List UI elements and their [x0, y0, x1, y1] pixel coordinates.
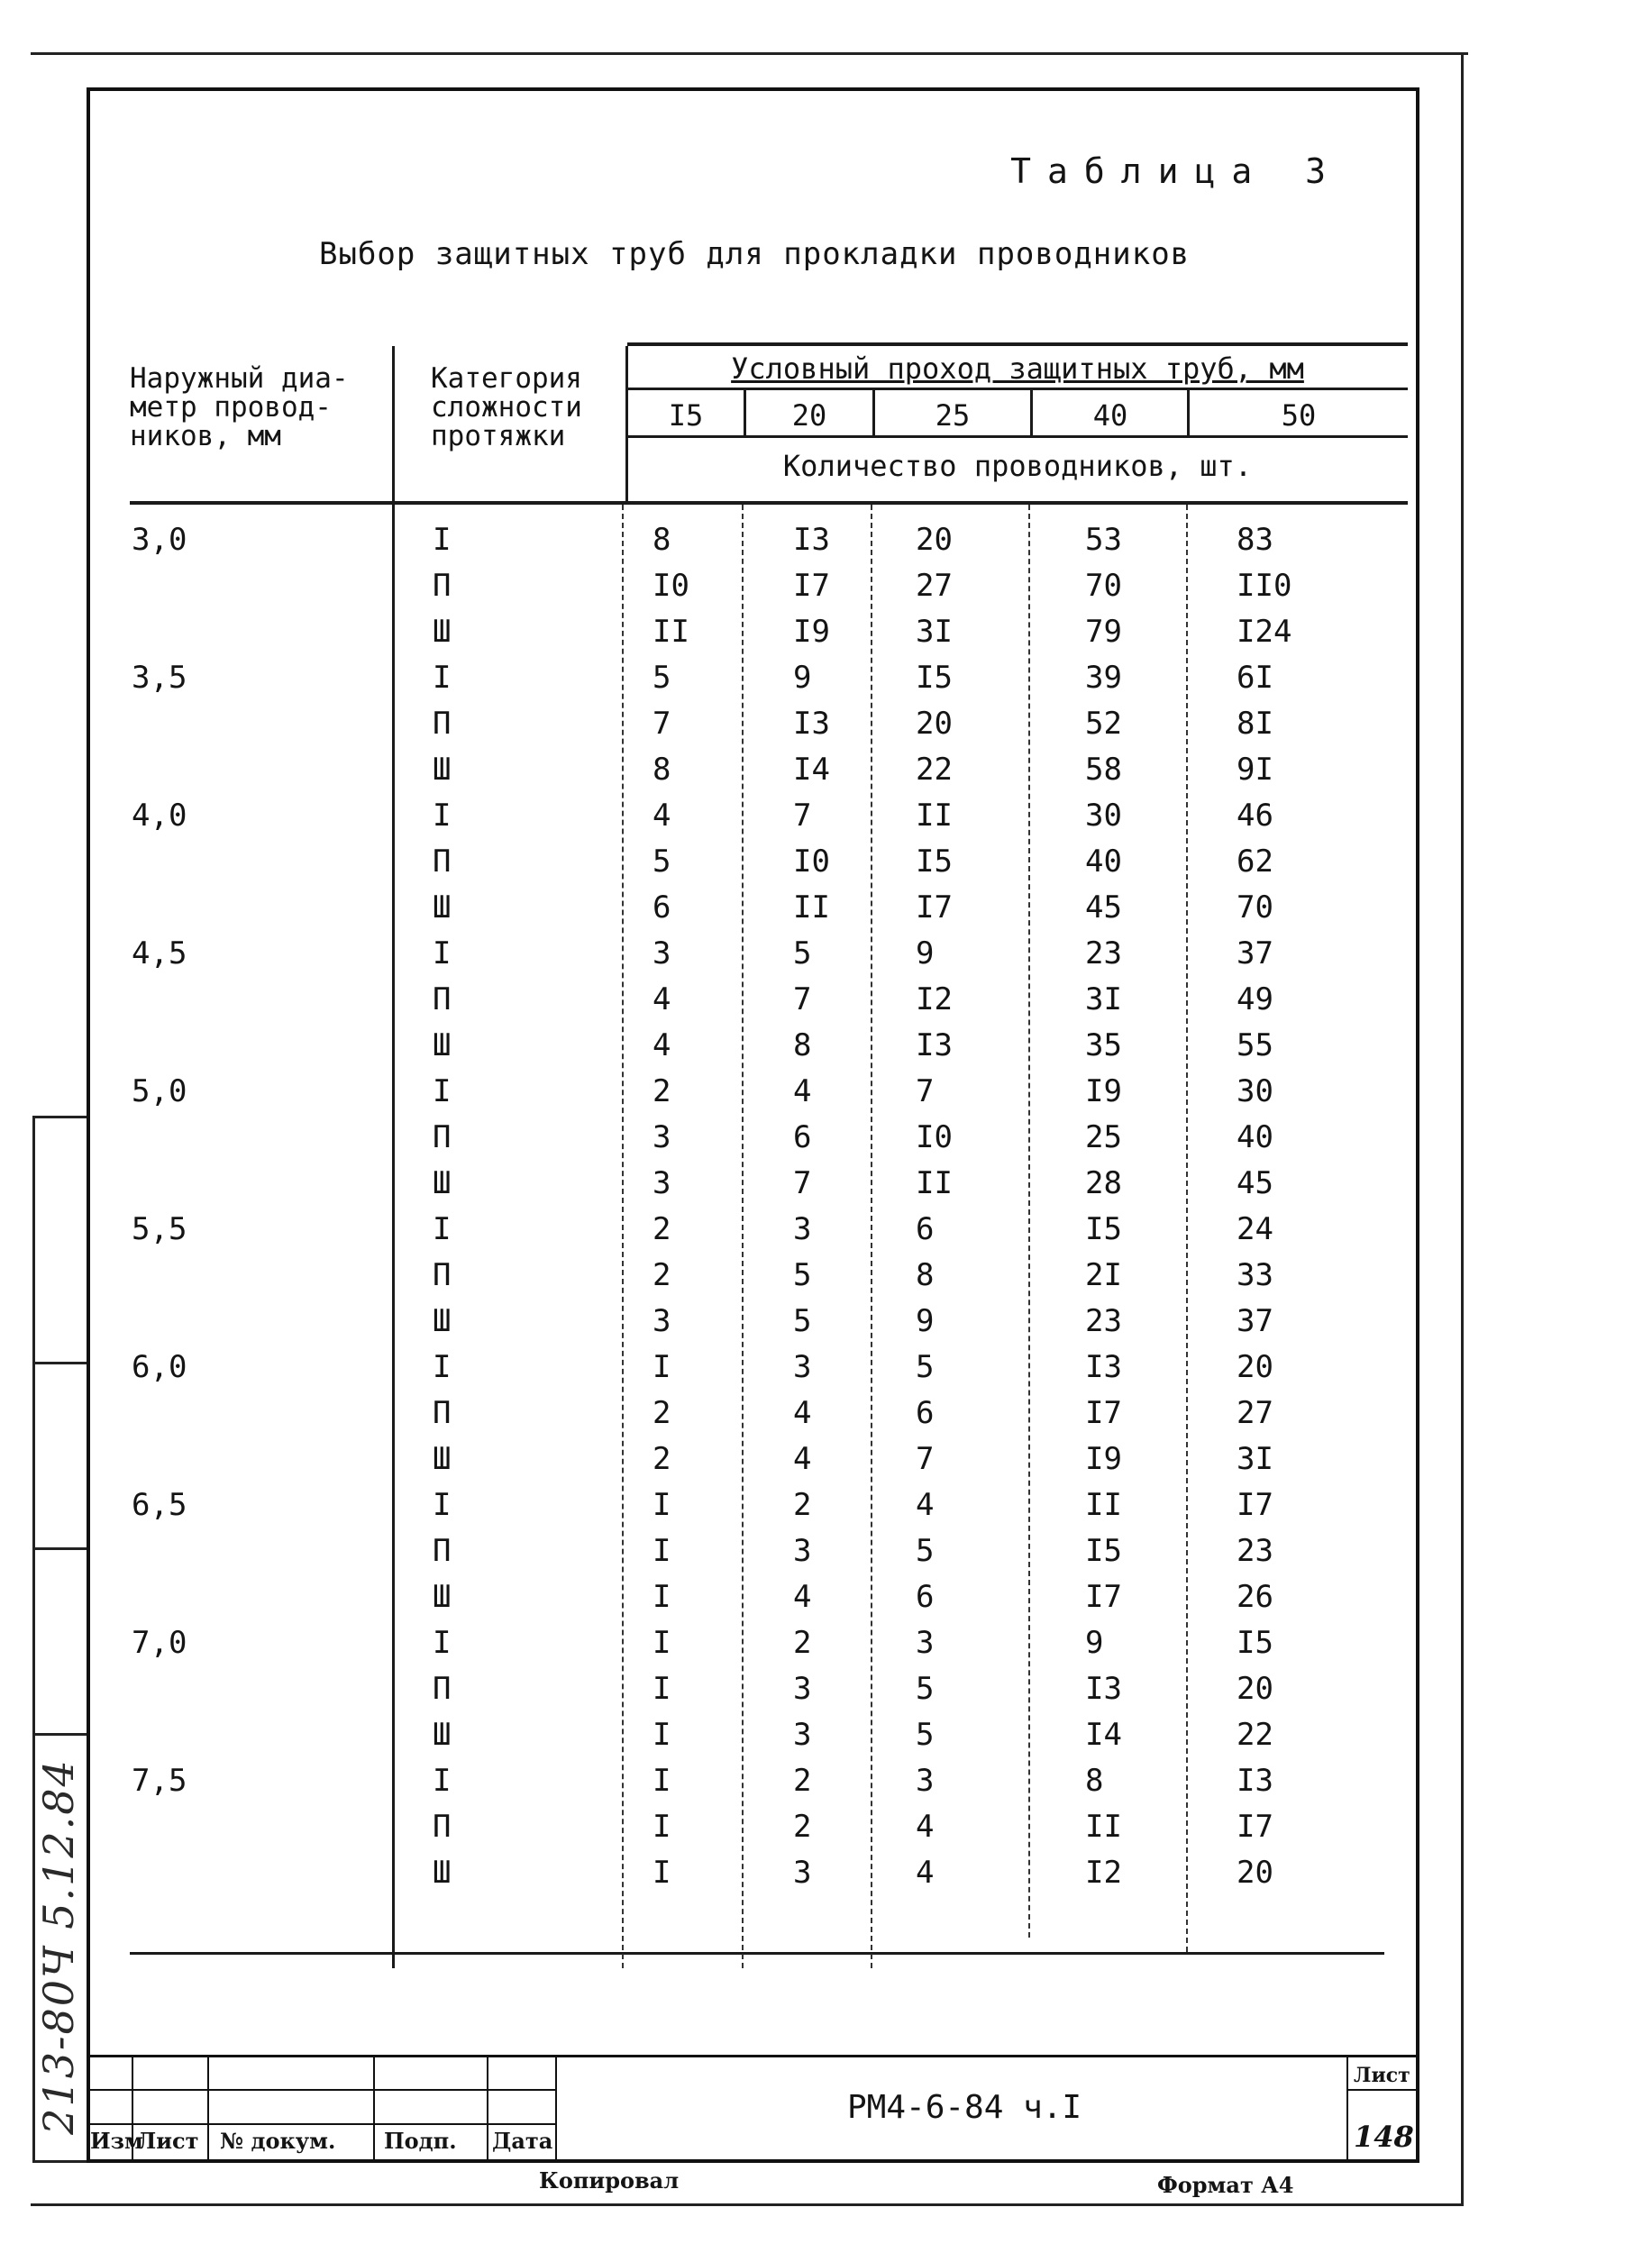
count-cell: I: [653, 1349, 671, 1385]
format-label: Формат А4: [1157, 2172, 1294, 2198]
count-cell: 3: [793, 1533, 812, 1569]
category-cell: П: [433, 706, 452, 742]
count-cell: I5: [916, 660, 953, 696]
count-cell: 4: [916, 1855, 935, 1891]
title-block-label-change: Изм: [90, 2128, 143, 2154]
count-cell: 2: [653, 1211, 671, 1247]
count-cell: 6: [916, 1211, 935, 1247]
category-cell: Ш: [433, 1441, 452, 1477]
col-separator-5: [1028, 505, 1030, 1938]
count-cell: I5: [1085, 1211, 1122, 1247]
copied-label: Копировал: [539, 2167, 680, 2194]
strip-divider: [35, 1547, 87, 1550]
header-diameter-50: 50: [1281, 398, 1317, 433]
count-cell: 9: [916, 935, 935, 971]
category-cell: П: [433, 981, 452, 1017]
category-cell: Ш: [433, 1165, 452, 1201]
count-cell: 20: [1237, 1349, 1273, 1385]
outer-diameter-cell: 5,5: [132, 1211, 187, 1247]
title-block-divider: [207, 2055, 209, 2163]
category-cell: I: [433, 522, 452, 558]
count-cell: I5: [916, 844, 953, 880]
category-cell: П: [433, 568, 452, 604]
category-cell: I: [433, 1763, 452, 1799]
count-cell: 3: [916, 1763, 935, 1799]
category-cell: П: [433, 1395, 452, 1431]
count-cell: II: [653, 614, 689, 650]
count-cell: 7: [916, 1441, 935, 1477]
title-block-label-doc-number: № докум.: [220, 2128, 336, 2154]
title-block-divider: [487, 2055, 488, 2163]
count-cell: 55: [1237, 1027, 1273, 1063]
count-cell: 40: [1237, 1119, 1273, 1155]
count-cell: 3: [916, 1625, 935, 1661]
header-count-label: Количество проводников, шт.: [782, 449, 1253, 483]
header-diameter-40: 40: [1092, 398, 1128, 433]
side-stamp-text: 213-80Ч 5.12.84: [34, 1758, 83, 2135]
count-cell: 5: [793, 1303, 812, 1339]
category-cell: Ш: [433, 1717, 452, 1753]
count-cell: 2: [793, 1625, 812, 1661]
category-cell: I: [433, 935, 452, 971]
count-cell: 5: [916, 1533, 935, 1569]
count-cell: 24: [1237, 1211, 1273, 1247]
count-cell: 3: [653, 935, 671, 971]
category-cell: П: [433, 1671, 452, 1707]
table-rule-end: [130, 1952, 1384, 1955]
count-cell: 30: [1085, 798, 1122, 834]
sheet-outer-bottom-rule: [31, 2203, 1464, 2206]
category-cell: I: [433, 1487, 452, 1523]
count-cell: I: [653, 1809, 671, 1845]
table-title: Выбор защитных труб для прокладки проводников: [319, 236, 1191, 272]
count-cell: I7: [1237, 1487, 1273, 1523]
category-cell: I: [433, 798, 452, 834]
count-cell: 46: [1237, 798, 1273, 834]
count-cell: I3: [1237, 1763, 1273, 1799]
count-cell: 20: [1237, 1855, 1273, 1891]
header-diameter-15: I5: [668, 398, 704, 433]
count-cell: 3I: [1237, 1441, 1273, 1477]
count-cell: 23: [1085, 1303, 1122, 1339]
count-cell: 2: [793, 1809, 812, 1845]
count-cell: 22: [916, 752, 953, 788]
count-cell: I5: [1237, 1625, 1273, 1661]
count-cell: 20: [916, 522, 953, 558]
count-cell: 70: [1237, 889, 1273, 926]
col-separator-6: [1186, 505, 1188, 1952]
count-cell: I3: [793, 706, 830, 742]
count-cell: 3: [653, 1165, 671, 1201]
category-cell: I: [433, 1349, 452, 1385]
title-block-label-sheet: Лист: [137, 2128, 199, 2154]
outer-diameter-cell: 5,0: [132, 1073, 187, 1109]
category-cell: П: [433, 844, 452, 880]
title-block-divider: [555, 2055, 557, 2163]
category-cell: Ш: [433, 752, 452, 788]
count-cell: 8: [653, 522, 671, 558]
outer-diameter-cell: 7,5: [132, 1763, 187, 1799]
header-outer-diameter: Наружный диа- метр провод- ников, мм: [130, 362, 349, 452]
title-block-label-date: Дата: [492, 2128, 553, 2154]
count-cell: 53: [1085, 522, 1122, 558]
title-block-divider: [1346, 2055, 1348, 2163]
count-cell: 39: [1085, 660, 1122, 696]
count-cell: 6: [793, 1119, 812, 1155]
count-cell: I7: [1085, 1579, 1122, 1615]
count-cell: I: [653, 1533, 671, 1569]
count-cell: 20: [1237, 1671, 1273, 1707]
title-block-divider: [373, 2055, 375, 2163]
count-cell: I3: [793, 522, 830, 558]
category-cell: Ш: [433, 1855, 452, 1891]
count-cell: 40: [1085, 844, 1122, 880]
table-rule-top: [627, 342, 1408, 346]
category-cell: I: [433, 1625, 452, 1661]
category-cell: I: [433, 660, 452, 696]
count-cell: I2: [916, 981, 953, 1017]
col-separator-4: [871, 505, 872, 1968]
count-cell: I4: [1085, 1717, 1122, 1753]
count-cell: 33: [1237, 1257, 1273, 1293]
count-cell: I: [653, 1487, 671, 1523]
count-cell: I2: [1085, 1855, 1122, 1891]
count-cell: 4: [793, 1441, 812, 1477]
outer-diameter-cell: 6,0: [132, 1349, 187, 1385]
count-cell: 27: [1237, 1395, 1273, 1431]
count-cell: II0: [1237, 568, 1292, 604]
category-cell: П: [433, 1809, 452, 1845]
count-cell: I3: [1085, 1349, 1122, 1385]
count-cell: 3I: [916, 614, 953, 650]
count-cell: 79: [1085, 614, 1122, 650]
count-cell: 4: [793, 1073, 812, 1109]
count-cell: I: [653, 1671, 671, 1707]
count-cell: I0: [793, 844, 830, 880]
count-cell: 7: [793, 798, 812, 834]
count-cell: 70: [1085, 568, 1122, 604]
count-cell: II: [1085, 1487, 1122, 1523]
sheet-label: Лист: [1354, 2064, 1410, 2087]
strip-divider: [35, 1362, 87, 1364]
count-cell: 37: [1237, 1303, 1273, 1339]
count-cell: 8: [1085, 1763, 1104, 1799]
count-cell: I9: [1085, 1073, 1122, 1109]
category-cell: Ш: [433, 614, 452, 650]
title-block-label-signature: Подп.: [384, 2128, 457, 2154]
count-cell: 8: [916, 1257, 935, 1293]
count-cell: 27: [916, 568, 953, 604]
count-cell: 4: [653, 981, 671, 1017]
count-cell: 5: [916, 1671, 935, 1707]
count-cell: 23: [1085, 935, 1122, 971]
count-cell: 9: [793, 660, 812, 696]
count-cell: 25: [1085, 1119, 1122, 1155]
count-cell: 2: [793, 1763, 812, 1799]
category-cell: Ш: [433, 889, 452, 926]
outer-diameter-cell: 3,0: [132, 522, 187, 558]
count-cell: 4: [653, 798, 671, 834]
count-cell: 2: [653, 1073, 671, 1109]
count-cell: I24: [1237, 614, 1292, 650]
count-cell: I0: [653, 568, 689, 604]
sheet-outer-right-rule: [1461, 52, 1464, 2206]
outer-diameter-cell: 6,5: [132, 1487, 187, 1523]
count-cell: 37: [1237, 935, 1273, 971]
outer-diameter-cell: 4,0: [132, 798, 187, 834]
count-cell: 7: [793, 1165, 812, 1201]
count-cell: I: [653, 1579, 671, 1615]
count-cell: 2: [653, 1257, 671, 1293]
category-cell: П: [433, 1533, 452, 1569]
count-cell: 2: [653, 1395, 671, 1431]
count-cell: II: [1085, 1809, 1122, 1845]
header-category: Категория сложности протяжки: [431, 362, 582, 452]
count-cell: 22: [1237, 1717, 1273, 1753]
count-cell: 2I: [1085, 1257, 1122, 1293]
count-cell: 58: [1085, 752, 1122, 788]
category-cell: Ш: [433, 1579, 452, 1615]
count-cell: I7: [916, 889, 953, 926]
count-cell: 3: [793, 1349, 812, 1385]
count-cell: 2: [653, 1441, 671, 1477]
count-cell: 7: [793, 981, 812, 1017]
outer-diameter-cell: 3,5: [132, 660, 187, 696]
category-cell: П: [433, 1257, 452, 1293]
count-cell: 4: [916, 1487, 935, 1523]
count-cell: 6I: [1237, 660, 1273, 696]
header-diameter-25: 25: [935, 398, 971, 433]
col-separator-1: [392, 346, 395, 1968]
category-cell: Ш: [433, 1303, 452, 1339]
count-cell: I7: [793, 568, 830, 604]
count-cell: II: [916, 798, 953, 834]
count-cell: 9: [916, 1303, 935, 1339]
count-cell: I7: [1237, 1809, 1273, 1845]
document-code: РМ4-6-84 ч.I: [847, 2089, 1082, 2126]
count-cell: I7: [1085, 1395, 1122, 1431]
title-block-row-rule: [87, 2123, 555, 2125]
count-cell: 83: [1237, 522, 1273, 558]
header-diameter-20: 20: [791, 398, 827, 433]
count-cell: 3: [793, 1717, 812, 1753]
count-cell: 3: [793, 1855, 812, 1891]
count-cell: 8: [793, 1027, 812, 1063]
handwritten-side-stamp: [27, 1730, 90, 2163]
count-cell: 6: [916, 1395, 935, 1431]
count-cell: 3I: [1085, 981, 1122, 1017]
count-cell: 7: [916, 1073, 935, 1109]
count-cell: I: [653, 1625, 671, 1661]
count-cell: 5: [653, 844, 671, 880]
title-block-row-rule: [87, 2089, 555, 2091]
count-cell: 5: [916, 1349, 935, 1385]
count-cell: 3: [653, 1119, 671, 1155]
count-cell: I3: [916, 1027, 953, 1063]
count-cell: 4: [793, 1579, 812, 1615]
count-cell: I: [653, 1855, 671, 1891]
outer-diameter-cell: 7,0: [132, 1625, 187, 1661]
count-cell: 8I: [1237, 706, 1273, 742]
count-cell: 62: [1237, 844, 1273, 880]
count-cell: 30: [1237, 1073, 1273, 1109]
table-rule-bottom-header: [130, 501, 1408, 505]
count-cell: 8: [653, 752, 671, 788]
col-separator-3: [742, 505, 744, 1968]
count-cell: 35: [1085, 1027, 1122, 1063]
count-cell: 45: [1085, 889, 1122, 926]
count-cell: I: [653, 1717, 671, 1753]
category-cell: П: [433, 1119, 452, 1155]
count-cell: 52: [1085, 706, 1122, 742]
count-cell: 9I: [1237, 752, 1273, 788]
count-cell: 5: [653, 660, 671, 696]
count-cell: I9: [793, 614, 830, 650]
outer-diameter-cell: 4,5: [132, 935, 187, 971]
count-cell: 9: [1085, 1625, 1104, 1661]
sheet-top-rule: [31, 52, 1468, 55]
count-cell: 3: [793, 1671, 812, 1707]
category-cell: Ш: [433, 1027, 452, 1063]
count-cell: 49: [1237, 981, 1273, 1017]
count-cell: 5: [793, 935, 812, 971]
count-cell: 28: [1085, 1165, 1122, 1201]
count-cell: 4: [916, 1809, 935, 1845]
count-cell: 7: [653, 706, 671, 742]
count-cell: 4: [653, 1027, 671, 1063]
count-cell: 20: [916, 706, 953, 742]
count-cell: 6: [916, 1579, 935, 1615]
count-cell: I0: [916, 1119, 953, 1155]
count-cell: I: [653, 1763, 671, 1799]
header-conduit-group: Условный проход защитных труб, мм: [731, 351, 1304, 386]
count-cell: I4: [793, 752, 830, 788]
count-cell: 26: [1237, 1579, 1273, 1615]
count-cell: II: [916, 1165, 953, 1201]
title-block-top-rule: [87, 2055, 1419, 2057]
category-cell: I: [433, 1073, 452, 1109]
count-cell: 6: [653, 889, 671, 926]
count-cell: 4: [793, 1395, 812, 1431]
count-cell: 3: [793, 1211, 812, 1247]
sheet-box-rule: [1346, 2089, 1419, 2091]
category-cell: I: [433, 1211, 452, 1247]
sheet-number: 148: [1354, 2120, 1414, 2154]
count-cell: 45: [1237, 1165, 1273, 1201]
count-cell: 5: [916, 1717, 935, 1753]
count-cell: I9: [1085, 1441, 1122, 1477]
count-cell: 5: [793, 1257, 812, 1293]
col-separator-2: [622, 505, 624, 1968]
count-cell: 23: [1237, 1533, 1273, 1569]
count-cell: II: [793, 889, 830, 926]
count-cell: 3: [653, 1303, 671, 1339]
count-cell: 2: [793, 1487, 812, 1523]
count-cell: I3: [1085, 1671, 1122, 1707]
table-number: Таблица 3: [1010, 151, 1342, 191]
count-cell: I5: [1085, 1533, 1122, 1569]
